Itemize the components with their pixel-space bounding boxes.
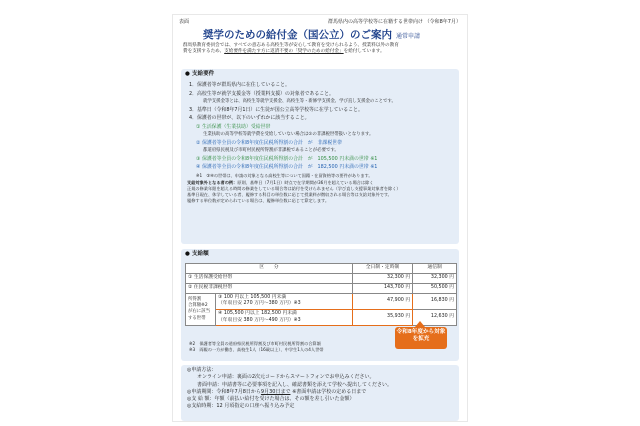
row3-label <box>216 293 353 309</box>
row3-label-a: ③ 100 円以上 105,500 円未満 <box>218 294 287 300</box>
requirements-list <box>181 82 459 178</box>
apply-paper: 書面申請：申請書等に必要事項を記入し、確認書類を添えて学校へ提出してください。 <box>197 381 393 388</box>
apply-timing: ◎支給時期：12 月頃指定の口座へ振り込み予定 <box>187 403 295 410</box>
requirements-heading-text: 支給要件 <box>191 71 215 77</box>
title-main: 奨学のための給付金（国公立）のご案内 <box>203 29 392 41</box>
req-option-4: ④ 保護者等全員の令和8年度住民税所得割の合計 が 182,500 円未満の世帯 ※1 <box>196 164 378 171</box>
req-item-1: 1．保護者等が群馬県内に在住していること。 <box>189 82 290 89</box>
col-kubun: 区 分 <box>186 264 353 274</box>
amount-note-2: ※2 保護者等全員の道府県民税所得割及び市町村民税所得割の合算額 <box>189 341 321 346</box>
apply-period-b: ※書面申請は学校の定める日まで <box>292 388 367 395</box>
req-item-3: 3．基準日（令和8年7月1日）に生徒が国公立高等学校等に在学していること。 <box>189 106 363 113</box>
note-b: 正規の修業年限を超える時間の修業をしている場合等は給付を受けられません（学び直し支援事業対象者を除く） <box>187 186 401 192</box>
intro-line2 <box>183 49 457 55</box>
req-item-4: 4．保護者の世帯が、以下のいずれかに該当すること。 <box>189 115 310 122</box>
amount-heading-text: 支給額 <box>191 251 209 257</box>
amount-notes <box>189 341 399 354</box>
group-label-1: 所得割 <box>188 296 202 302</box>
group-label-3: が右に該当 <box>188 309 210 315</box>
row4-label <box>216 309 353 325</box>
req-option-2: ② 保護者等全員の令和8年度住民税所得割の合計 が 非課税世帯 <box>196 139 342 146</box>
apply-online: オンライン申請：裏面の2次元コードからスマートフォンでお申込みください。 <box>197 374 375 381</box>
note-bold: 支給対象外となる者の例： <box>187 180 238 186</box>
requirements-section <box>181 69 459 244</box>
row3-corr: 16,830 円 <box>413 293 457 309</box>
header-left: 表面 <box>179 19 190 25</box>
note-a: 原則、基準日（7月1日）時点で在学期間が36月を超えている場合は除く <box>237 180 374 186</box>
row1-label: ① 生活保護受給世帯 <box>186 273 353 283</box>
intro-text <box>183 43 457 56</box>
bullet-icon: ● <box>185 251 190 257</box>
apply-period-a: ◎申請期間：令和8年7月8日から <box>187 388 261 395</box>
amount-heading <box>181 249 459 261</box>
note-c: 基準日現在、休学している者、履修する科目の単位数に応じて授業料が徴収される場合等は支給対象外です。 <box>187 192 392 198</box>
flyer-sheet <box>172 14 468 422</box>
col-corr: 通信制 <box>413 264 457 274</box>
apply-period-deadline: 9月30日まで <box>260 388 291 395</box>
apply-heading: ◎申請方法： <box>187 367 217 373</box>
row4-corr: 12,630 円 <box>413 309 457 325</box>
req-note-1: ※1 ③④の世帯は、申請の対象となる高校生等について国籍・在留資格等の要件があります。 <box>196 172 373 178</box>
page-title <box>203 28 443 42</box>
row3-label-b: （年収目安 270 万円～380 万円）※3 <box>218 301 301 307</box>
table-header-row <box>186 264 457 274</box>
row4-full: 35,930 円 <box>352 309 412 325</box>
row1-corr: 32,300 円 <box>413 273 457 283</box>
row2-full: 143,700 円 <box>352 283 412 293</box>
intro-line1: 群馬県教育委員会では、すべての意志ある高校生等が安心して教育を受けられるよう、授業料以外の教育 <box>183 43 399 48</box>
row2-corr: 50,500 円 <box>413 283 457 293</box>
req-option-2-desc: 都道府県民税及び市町村民税所得割が非課税であることが必要です。 <box>203 148 339 154</box>
req-option-1: ① 生活保護（生業扶助）受給世帯 <box>196 123 271 130</box>
apply-section <box>181 365 459 421</box>
row2-label: ② 住民税非課税世帯 <box>186 283 353 293</box>
apply-amount: ◎支 給 額：年額（前払い給付を受けた場合は、その額を差し引いた金額） <box>187 396 355 402</box>
apply-period <box>187 389 453 396</box>
amount-table <box>185 263 457 326</box>
intro-line2-b: を給付しています。 <box>343 49 385 55</box>
col-full: 全日制・定時制 <box>352 264 412 274</box>
title-sub: 通常申請 <box>396 33 421 40</box>
intro-line2-underline: 支給要件を満たす方に返済不要の「奨学のための給付金」 <box>224 49 344 55</box>
expansion-badge: 令和8年度から対象を拡充 <box>395 327 447 349</box>
requirements-notes <box>181 178 459 206</box>
header-right: 群馬県内の高等学校等に在籍する世帯向け （令和8年7月） <box>328 19 461 25</box>
requirements-heading <box>181 69 459 81</box>
row4-label-a: ④ 105,500 円以上 182,500 円未満 <box>218 311 297 317</box>
req-option-3: ③ 保護者等全員の令和8年度住民税所得割の合計 が 105,500 円未満の世帯 ※1 <box>196 155 378 162</box>
note-d: 履修する単位数が定められている場合は、履修単位数に応じて算定します。 <box>187 198 330 204</box>
table-row <box>186 283 457 293</box>
row3-full: 47,900 円 <box>352 293 412 309</box>
intro-line2-a: 費を支援するため、 <box>183 49 225 55</box>
table-row <box>186 293 457 309</box>
req-item-2-note: 就学支援金等とは、高校生等就学支援金、高校生等・新修学支援金、学び直し支援金のことです。 <box>203 99 396 105</box>
table-row <box>186 273 457 283</box>
header <box>179 19 461 27</box>
bullet-icon: ● <box>185 71 190 77</box>
row1-full: 32,300 円 <box>352 273 412 283</box>
group-label <box>186 293 216 326</box>
req-option-1-desc: 生業扶助の高等学校等就学費を受給していない場合は②の非課税世帯扱いとなります。 <box>203 132 374 138</box>
group-label-4: する世帯 <box>188 315 206 321</box>
amount-note-3: ※3 両親の一方が働き、高校生1人（16歳以上）、中学生1人の4人世帯 <box>189 347 324 353</box>
group-label-2: 合算額※2 <box>188 302 208 308</box>
req-item-2: 2．高校生等が就学支援金等（授業料支援）の対象者であること。 <box>189 90 334 97</box>
row4-label-b: （年収目安 380 万円～490 万円）※3 <box>218 317 301 323</box>
